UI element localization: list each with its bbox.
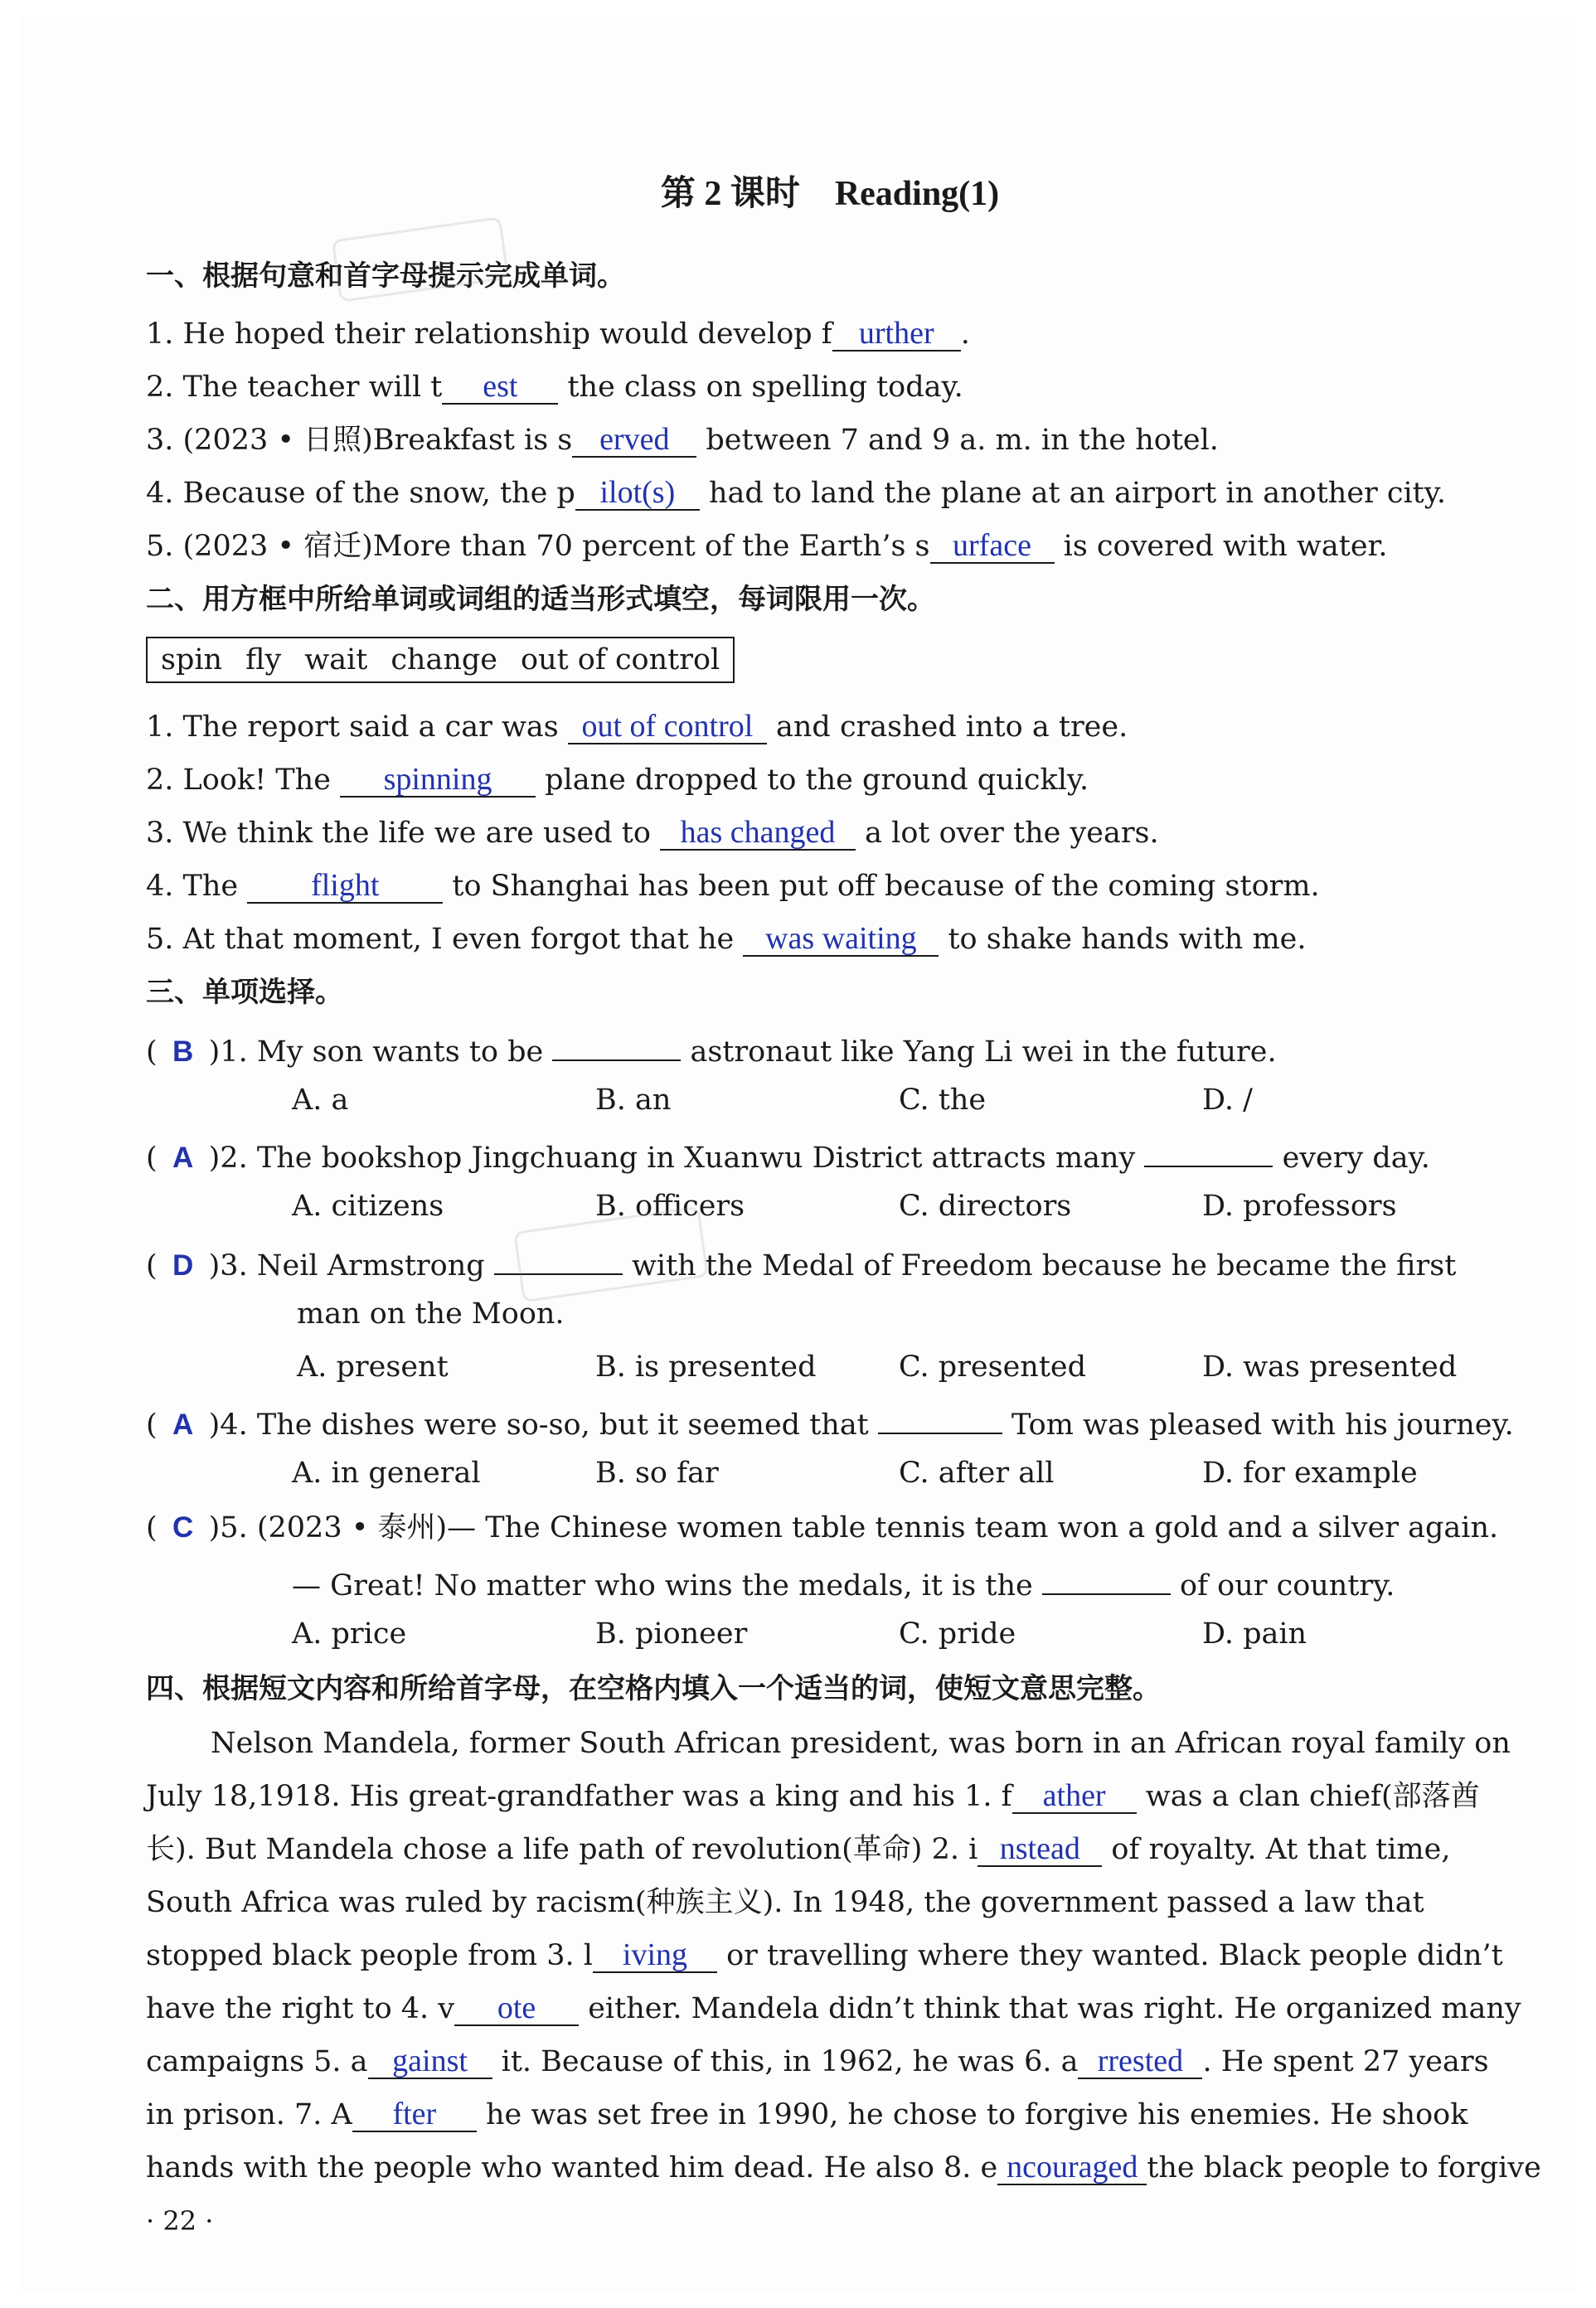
passage-answer-5[interactable]: gainst: [392, 2044, 468, 2078]
passage-line-7: campaigns 5. a gainst it. Because of this, in 1962, he was 6. a rrested . He spent 27 years: [146, 2044, 1489, 2078]
box-word: spin: [161, 643, 223, 676]
option-a[interactable]: A. a: [292, 1084, 349, 1117]
option-b[interactable]: B. an: [595, 1084, 672, 1117]
s2-item-3: 3. We think the life we are used to has changed a lot over the years.: [146, 815, 1159, 850]
mc-answer-1[interactable]: B: [172, 1035, 194, 1068]
option-d[interactable]: D. for example: [1202, 1457, 1418, 1490]
s2-answer-3[interactable]: has changed: [680, 815, 836, 850]
mc-options-5: [292, 1613, 1514, 1655]
passage-line-5: stopped black people from 3. l iving or travelling where they wanted. Black people didn’t: [146, 1937, 1503, 1972]
s2-answer-5[interactable]: was waiting: [765, 921, 917, 956]
section-4-heading: 四、根据短文内容和所给首字母，在空格内填入一个适当的词，使短文意思完整。: [146, 1672, 1161, 1705]
section-1-heading: 一、根据句意和首字母提示完成单词。: [146, 259, 625, 293]
passage-answer-2[interactable]: nstead: [999, 1831, 1080, 1866]
s2-answer-1[interactable]: out of control: [581, 709, 754, 744]
page-number: · 22 ·: [146, 2205, 214, 2237]
s1-item-5: 5. (2023 • 宿迁)More than 70 percent of the Earth’s s urface is covered with water.: [146, 528, 1388, 563]
option-d[interactable]: D. professors: [1202, 1190, 1397, 1223]
option-c[interactable]: C. directors: [899, 1190, 1072, 1223]
section-2-heading: 二、用方框中所给单词或词组的适当形式填空，每词限用一次。: [146, 583, 935, 616]
box-word: wait: [304, 643, 368, 676]
s2-item-1: 1. The report said a car was out of control and crashed into a tree.: [146, 709, 1128, 744]
s2-answer-4[interactable]: flight: [311, 868, 380, 903]
mc-answer-3[interactable]: D: [172, 1249, 194, 1282]
box-word: fly: [245, 643, 282, 676]
option-a[interactable]: A. price: [292, 1617, 407, 1651]
option-c[interactable]: C. presented: [899, 1350, 1087, 1384]
mc-answer-4[interactable]: A: [172, 1409, 194, 1441]
option-b[interactable]: B. is presented: [595, 1350, 817, 1384]
s2-item-4: 4. The flight to Shanghai has been put off because of the coming storm.: [146, 868, 1320, 903]
s1-item-2: 2. The teacher will t est the class on spelling today.: [146, 369, 963, 404]
mc-options-3: [297, 1346, 1514, 1388]
page-title: 第 2 课时 Reading(1): [660, 175, 1000, 213]
passage-answer-7[interactable]: fter: [392, 2097, 437, 2131]
option-b[interactable]: B. officers: [595, 1190, 745, 1223]
s2-answer-2[interactable]: spinning: [383, 762, 492, 797]
mc-question-3-line2: man on the Moon.: [297, 1297, 565, 1331]
option-d[interactable]: D. /: [1202, 1084, 1253, 1117]
passage-answer-4[interactable]: ote: [497, 1990, 536, 2025]
s2-item-2: 2. Look! The spinning plane dropped to the ground quickly.: [146, 762, 1089, 797]
option-c[interactable]: C. pride: [899, 1617, 1016, 1651]
s1-item-1: 1. He hoped their relationship would develop f urther .: [146, 316, 970, 351]
s1-answer-5[interactable]: urface: [953, 528, 1031, 563]
mc-question-4: ( A )4. The dishes were so-so, but it seemed that Tom was pleased with his journey.: [146, 1399, 1514, 1446]
box-word: change: [391, 643, 497, 676]
s1-answer-2[interactable]: est: [483, 369, 518, 404]
mc-answer-2[interactable]: A: [172, 1142, 194, 1174]
mc-options-1: [292, 1079, 1514, 1121]
worksheet: [20, 17, 1576, 2291]
mc-options-2: [292, 1186, 1514, 1227]
option-a[interactable]: A. in general: [292, 1457, 481, 1490]
s1-item-4: 4. Because of the snow, the p ilot(s) had to land the plane at an airport in another city.: [146, 475, 1446, 510]
s1-item-3: 3. (2023 • 日照)Breakfast is s erved between 7 and 9 a. m. in the hotel.: [146, 422, 1219, 457]
passage-line-1: Nelson Mandela, former South African president, was born in an African royal family on: [211, 1727, 1511, 1760]
s1-answer-3[interactable]: erved: [599, 422, 670, 457]
section-3-heading: 三、单项选择。: [146, 976, 343, 1009]
option-d[interactable]: D. was presented: [1202, 1350, 1458, 1384]
passage-answer-3[interactable]: iving: [622, 1937, 688, 1972]
passage-line-9: hands with the people who wanted him dead. He also 8. e ncouraged the black people to forgive: [146, 2150, 1541, 2184]
option-b[interactable]: B. pioneer: [595, 1617, 748, 1651]
box-word: out of control: [521, 643, 720, 676]
s1-answer-4[interactable]: ilot(s): [599, 475, 676, 510]
option-a[interactable]: A. citizens: [292, 1190, 444, 1223]
passage-line-2: July 18,1918. His great-grandfather was a king and his 1. f ather was a clan chief(部落酋: [146, 1778, 1480, 1813]
mc-question-1: ( B )1. My son wants to be astronaut like Yang Li wei in the future.: [146, 1026, 1277, 1073]
passage-answer-8[interactable]: ncouraged: [1007, 2150, 1138, 2184]
option-c[interactable]: C. the: [899, 1084, 987, 1117]
s2-item-5: 5. At that moment, I even forgot that he was waiting to shake hands with me.: [146, 921, 1307, 956]
mc-question-3: ( D )3. Neil Armstrong with the Medal of Freedom because he became the first: [146, 1240, 1456, 1287]
option-b[interactable]: B. so far: [595, 1457, 719, 1490]
option-c[interactable]: C. after all: [899, 1457, 1055, 1490]
option-a[interactable]: A. present: [297, 1350, 449, 1384]
passage-line-6: have the right to 4. v ote either. Mandela didn’t think that was right. He organized many: [146, 1990, 1521, 2025]
word-box: [146, 637, 735, 683]
option-d[interactable]: D. pain: [1202, 1617, 1307, 1651]
passage-line-4: South Africa was ruled by racism(种族主义). In 1948, the government passed a law that: [146, 1886, 1424, 1919]
mc-answer-5[interactable]: C: [172, 1511, 194, 1544]
mc-question-2: ( A )2. The bookshop Jingchuang in Xuanwu District attracts many every day.: [146, 1132, 1430, 1179]
mc-options-4: [292, 1452, 1514, 1494]
passage-answer-6[interactable]: rrested: [1097, 2044, 1184, 2078]
passage-line-3: 长). But Mandela chose a life path of revolution(革命) 2. i nstead of royalty. At that time,: [146, 1831, 1451, 1866]
mc-question-5-line2: — Great! No matter who wins the medals, it is the of our country.: [292, 1560, 1395, 1607]
mc-question-5: ( C )5. (2023 • 泰州)— The Chinese women table tennis team won a gold and a silver again.: [146, 1507, 1498, 1549]
passage-line-8: in prison. 7. A fter he was set free in 1990, he chose to forgive his enemies. He shook: [146, 2097, 1468, 2131]
s1-answer-1[interactable]: urther: [858, 316, 934, 351]
passage-answer-1[interactable]: ather: [1042, 1778, 1106, 1813]
